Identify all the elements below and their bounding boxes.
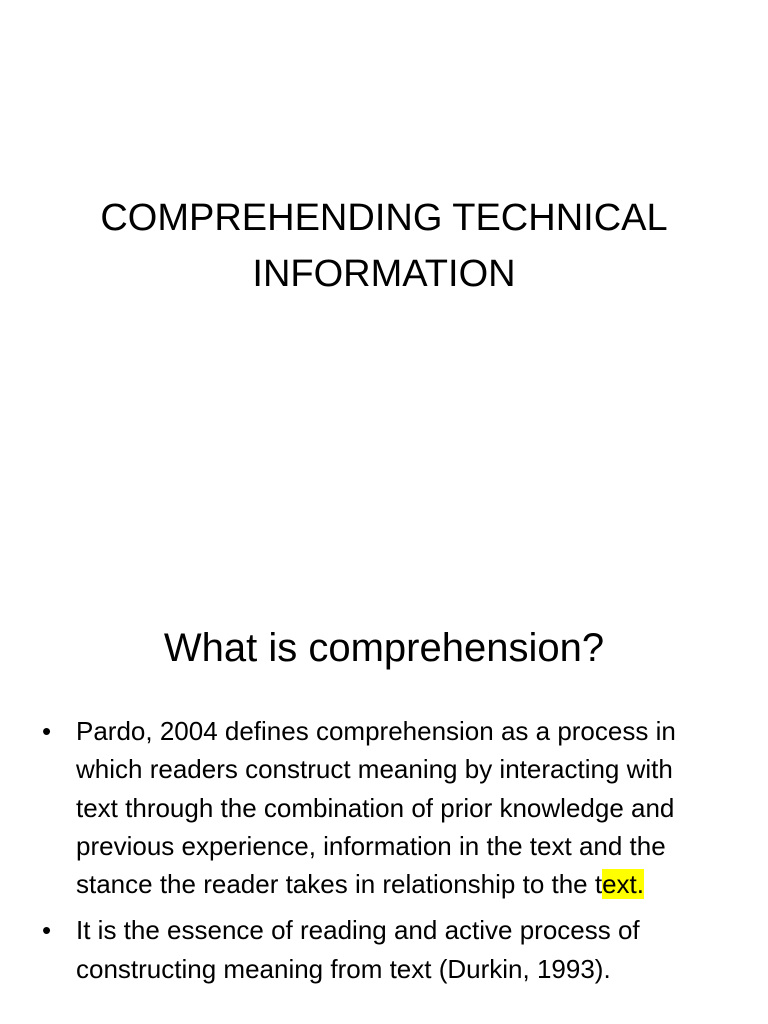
slide-title: COMPREHENDING TECHNICAL INFORMATION <box>100 197 668 295</box>
bullet-item <box>40 712 720 903</box>
content-slide <box>0 576 768 1024</box>
bullet-text: It is the essence of reading and active process of constructing meaning from text (Durkin, 1993). <box>76 915 640 984</box>
slide-heading: What is comprehension? <box>163 626 605 670</box>
bullet-dot-icon: • <box>42 716 52 746</box>
bullet-text: Pardo, 2004 defines comprehension as a process in which readers construct meaning by interacting with text through the combination of prior knowledge and previous experience, information in the text and the stance the reader takes in relationship to the t <box>76 716 676 900</box>
bullet-list <box>40 712 720 996</box>
bullet-item <box>40 911 720 988</box>
bullet-dot-icon: • <box>42 915 52 946</box>
highlighted-text: ext. <box>602 869 645 900</box>
